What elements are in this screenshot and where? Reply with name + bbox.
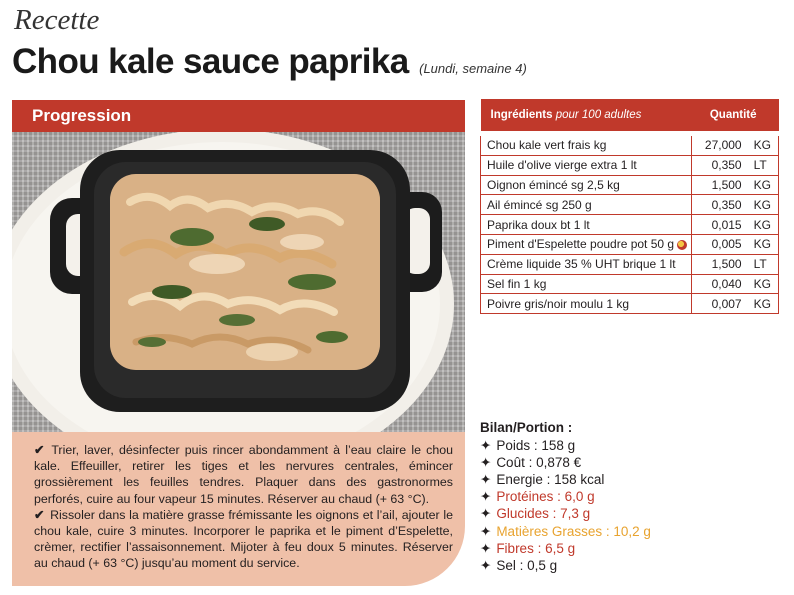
table-row bbox=[481, 274, 779, 294]
step-2-text: Rissoler dans la matière grasse frémissante les oignons et l’ail, ajouter le chou kale, cuire 3 minutes. Incorporer le paprika et le piment d’Espelette, crèmer, rectifier l’assaisonnement. Mijoter à feu doux 5 minutes. Réserver au chaud (+ 63 °C) jusqu’au moment du service. bbox=[34, 507, 453, 571]
table-row bbox=[481, 175, 779, 195]
ingredient-unit: KG bbox=[748, 294, 779, 314]
ingredient-unit: KG bbox=[748, 274, 779, 294]
quantity-column-header: Quantité bbox=[692, 99, 779, 134]
ingredient-name-text: Piment d'Espelette poudre pot 50 g bbox=[487, 237, 675, 252]
star-bullet-icon: ✦ bbox=[480, 489, 492, 505]
nutrition-value: Coût : 0,878 € bbox=[496, 455, 582, 471]
nutrition-row-fibres bbox=[480, 540, 651, 557]
ingredient-unit: KG bbox=[748, 215, 779, 235]
table-row bbox=[481, 195, 779, 215]
ingredient-unit: LT bbox=[748, 254, 779, 274]
table-row bbox=[481, 155, 779, 175]
ingredient-name: Oignon émincé sg 2,5 kg bbox=[481, 175, 692, 195]
nutrition-title: Bilan/Portion : bbox=[480, 420, 573, 435]
ingredient-qty: 1,500 bbox=[692, 175, 748, 195]
ingredient-name: Chou kale vert frais kg bbox=[481, 134, 692, 156]
nutrition-row-proteines bbox=[480, 488, 651, 505]
star-bullet-icon: ✦ bbox=[480, 557, 492, 573]
ingredient-qty: 0,007 bbox=[692, 294, 748, 314]
title-row bbox=[12, 42, 527, 82]
page-title: Chou kale sauce paprika bbox=[12, 42, 409, 81]
table-row bbox=[481, 294, 779, 314]
aop-seal-icon bbox=[677, 240, 687, 250]
nutrition-row-sel bbox=[480, 557, 651, 574]
preparation-steps bbox=[12, 432, 465, 586]
step-1-text: Trier, laver, désinfecter puis rincer abondamment à l’eau claire le chou kale. Effeuiller, retirer les tiges et les nervures centrales, émincer grossièrement les feuilles tendres. Plaquer dans des gastronormes perforés, cuire au four vapeur 15 minutes. Réserver au chaud (+ 63 °C). bbox=[34, 443, 453, 506]
ingredient-qty: 0,350 bbox=[692, 155, 748, 175]
nutrition-row-glucides bbox=[480, 505, 651, 522]
ingredient-unit: LT bbox=[748, 155, 779, 175]
star-bullet-icon: ✦ bbox=[480, 438, 492, 454]
nutrition-value: Protéines : 6,0 g bbox=[496, 489, 595, 505]
ingredient-qty: 27,000 bbox=[692, 134, 748, 156]
nutrition-row-cout bbox=[480, 454, 651, 471]
ingredient-name: Huile d'olive vierge extra 1 lt bbox=[481, 155, 692, 175]
nutrition-row-matieres-grasses bbox=[480, 523, 651, 540]
ingredient-unit: KG bbox=[748, 134, 779, 156]
check-icon: ✔ bbox=[34, 507, 45, 522]
step-2 bbox=[34, 507, 453, 572]
table-row bbox=[481, 254, 779, 274]
ingredients-header-label: Ingrédients bbox=[490, 109, 553, 121]
ingredient-qty: 1,500 bbox=[692, 254, 748, 274]
nutrition-value: Poids : 158 g bbox=[496, 438, 576, 454]
nutrition-value: Energie : 158 kcal bbox=[496, 472, 605, 488]
progression-header: Progression bbox=[12, 100, 465, 132]
ingredient-qty: 0,005 bbox=[692, 234, 748, 254]
recette-label: Recette bbox=[14, 4, 100, 36]
table-row bbox=[481, 215, 779, 235]
table-row bbox=[481, 234, 779, 254]
ingredient-unit: KG bbox=[748, 175, 779, 195]
ingredient-qty: 0,350 bbox=[692, 195, 748, 215]
ingredient-unit: KG bbox=[748, 234, 779, 254]
ingredient-name: Paprika doux bt 1 lt bbox=[481, 215, 692, 235]
ingredients-table bbox=[480, 99, 779, 314]
nutrition-value: Fibres : 6,5 g bbox=[496, 540, 576, 556]
star-bullet-icon: ✦ bbox=[480, 506, 492, 522]
star-bullet-icon: ✦ bbox=[480, 540, 492, 556]
dish-illustration bbox=[12, 132, 465, 432]
ingredient-name: Poivre gris/noir moulu 1 kg bbox=[481, 294, 692, 314]
check-icon: ✔ bbox=[34, 443, 45, 457]
star-bullet-icon: ✦ bbox=[480, 455, 492, 471]
step-1 bbox=[34, 442, 453, 507]
page-subtitle: (Lundi, semaine 4) bbox=[419, 61, 527, 76]
nutrition-summary bbox=[480, 419, 651, 574]
ingredient-name: Crème liquide 35 % UHT brique 1 lt bbox=[481, 254, 692, 274]
ingredient-name bbox=[481, 234, 692, 254]
ingredients-column-header bbox=[481, 99, 692, 134]
ingredient-qty: 0,040 bbox=[692, 274, 748, 294]
table-row bbox=[481, 134, 779, 156]
ingredients-header-row bbox=[481, 99, 779, 134]
nutrition-value: Glucides : 7,3 g bbox=[496, 506, 591, 522]
ingredient-unit: KG bbox=[748, 195, 779, 215]
nutrition-value: Sel : 0,5 g bbox=[496, 557, 558, 573]
nutrition-row-poids bbox=[480, 437, 651, 454]
dish-photo bbox=[12, 132, 465, 432]
nutrition-value: Matières Grasses : 10,2 g bbox=[496, 523, 651, 539]
star-bullet-icon: ✦ bbox=[480, 472, 492, 488]
star-bullet-icon: ✦ bbox=[480, 523, 492, 539]
ingredient-qty: 0,015 bbox=[692, 215, 748, 235]
ingredient-name: Ail émincé sg 250 g bbox=[481, 195, 692, 215]
ingredient-name: Sel fin 1 kg bbox=[481, 274, 692, 294]
nutrition-row-energie bbox=[480, 471, 651, 488]
ingredients-header-note: pour 100 adultes bbox=[555, 109, 642, 121]
